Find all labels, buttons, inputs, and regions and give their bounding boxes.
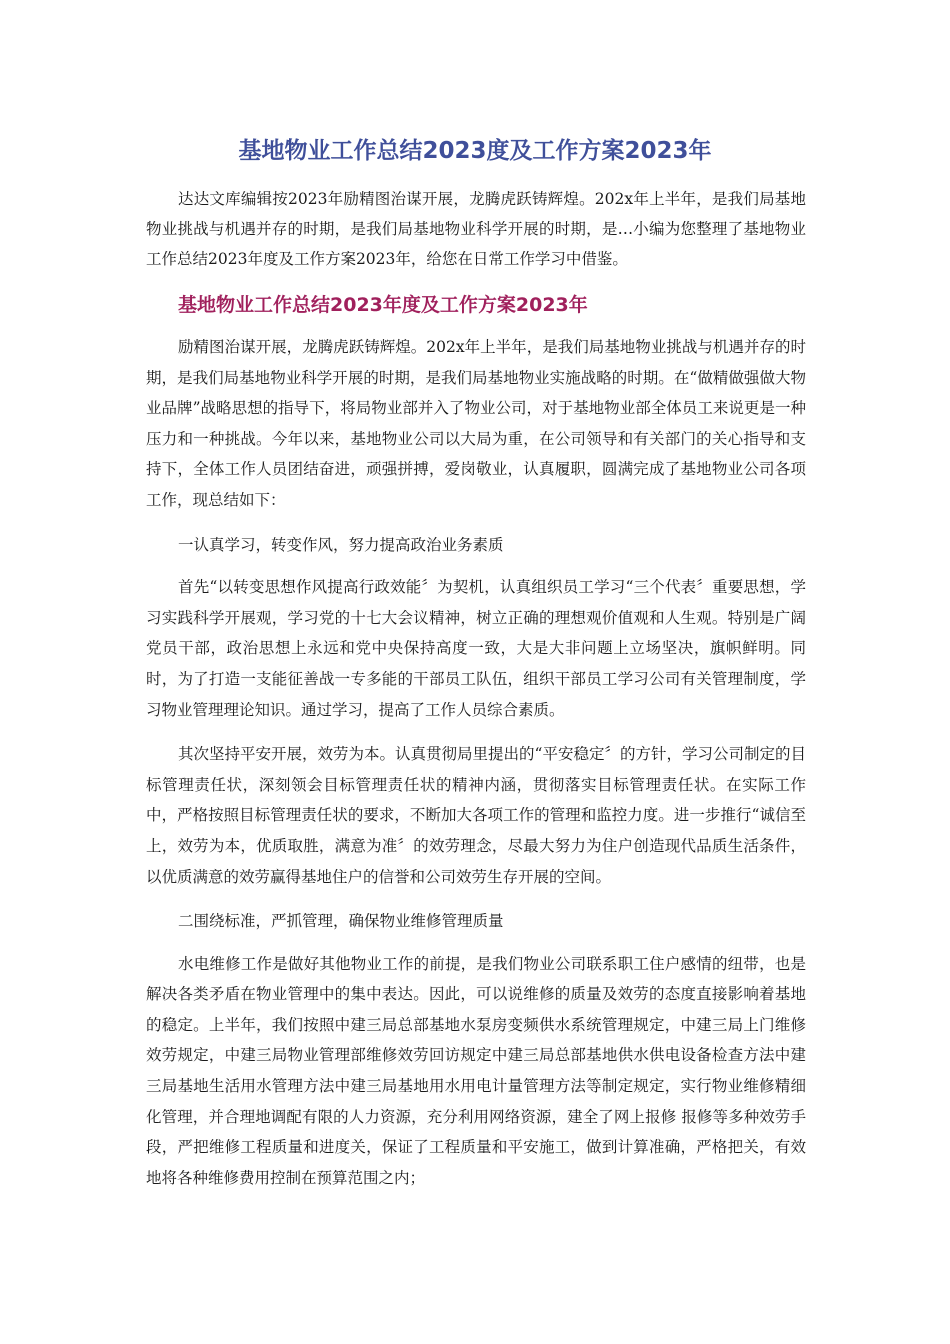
body-text <box>146 332 806 1207</box>
subsection-heading: 二围绕标准，严抓管理，确保物业维修管理质量 <box>178 912 504 931</box>
section-title: 基地物业工作总结2023年度及工作方案2023年 <box>178 294 588 316</box>
editor-intro-paragraph: 达达文库编辑按2023年励精图治谋开展，龙腾虎跃铸辉煌。202x年上半年，是我们局基地物业挑战与机遇并存的时期，是我们局基地物业科学开展的时期，是…小编为您整理了基地物业工作总结2023年度及工作方案2023年，给您在日常工作学习中借鉴。 <box>146 190 806 268</box>
body-paragraph: 励精图治谋开展，龙腾虎跃铸辉煌。202x年上半年，是我们局基地物业挑战与机遇并存的时期，是我们局基地物业科学开展的时期，是我们局基地物业实施战略的时期。在“做精做强做大物业品牌”战略思想的指导下，将局物业部并入了物业公司，对于基地物业部全体员工来说更是一种压力和一种挑战。今年以来，基地物业公司以大局为重，在公司领导和有关部门的关心指导和支持下，全体工作人员团结奋进，顽强拼搏，爱岗敬业，认真履职，圆满完成了基地物业公司各项工作，现总结如下： <box>146 338 806 509</box>
body-paragraph: 首先“以转变思想作风提高行政效能〞为契机，认真组织员工学习“三个代表〞重要思想，学习实践科学开展观，学习党的十七大会议精神，树立正确的理想观价值观和人生观。特别是广阔党员干部，政治思想上永远和党中央保持高度一致，大是大非问题上立场坚决，旗帜鲜明。同时，为了打造一支能征善战一专多能的干部员工队伍，组织干部员工学习公司有关管理制度，学习物业管理理论知识。通过学习，提高了工作人员综合素质。 <box>146 578 806 719</box>
body-paragraph: 其次坚持平安开展，效劳为本。认真贯彻局里提出的“平安稳定〞的方针，学习公司制定的目标管理责任状，深刻领会目标管理责任状的精神内涵，贯彻落实目标管理责任状。在实际工作中，严格按照目标管理责任状的要求，不断加大各项工作的管理和监控力度。进一步推行“诚信至上，效劳为本，优质取胜，满意为准〞的效劳理念，尽最大努力为住户创造现代品质生活条件，以优质满意的效劳赢得基地住户的信誉和公司效劳生存开展的空间。 <box>146 745 806 886</box>
subsection-heading: 一认真学习，转变作风，努力提高政治业务素质 <box>178 535 504 554</box>
document-title: 基地物业工作总结2023度及工作方案2023年 <box>238 138 712 164</box>
body-paragraph: 水电维修工作是做好其他物业工作的前提，是我们物业公司联系职工住户感情的纽带，也是解决各类矛盾在物业管理中的集中表达。因此，可以说维修的质量及效劳的态度直接影响着基地的稳定。上半年，我们按照中建三局总部基地水泵房变频供水系统管理规定，中建三局上门维修效劳规定，中建三局物业管理部维修效劳回访规定中建三局总部基地供水供电设备检查方法中建三局基地生活用水管理方法中建三局基地用水用电计量管理方法等制定规定，实行物业维修精细化管理，并合理地调配有限的人力资源，充分利用网络资源，建全了网上报修 报修等多种效劳手段，严把维修工程质量和进度关，保证了工程质量和平安施工，做到计算准确，严格把关，有效地将各种维修费用控制在预算范围之内； <box>146 954 806 1187</box>
